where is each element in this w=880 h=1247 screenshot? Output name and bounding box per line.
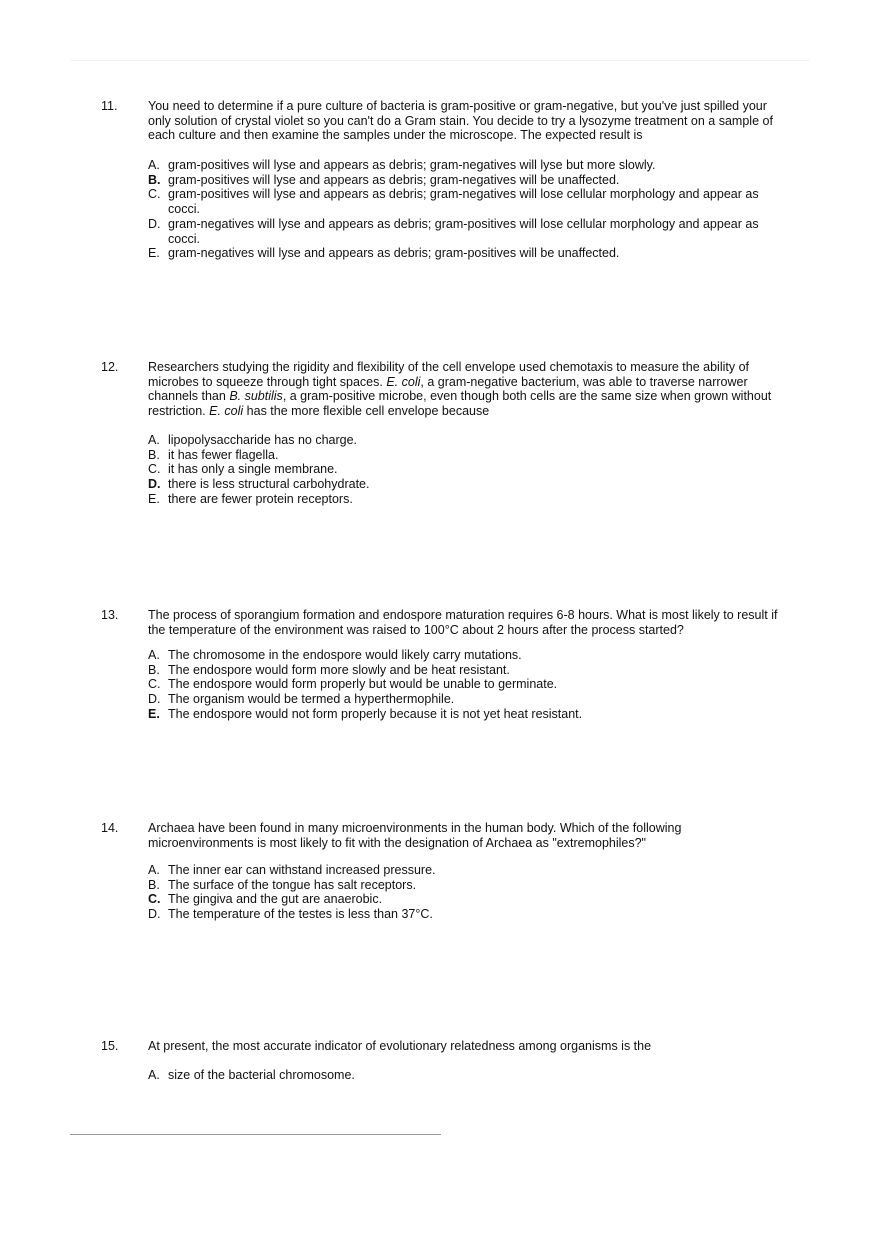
question-number: 11. <box>101 99 118 113</box>
option-text: gram-negatives will lyse and appears as debris; gram-positives will be unaffected. <box>168 246 620 261</box>
option-letter: A. <box>148 158 160 172</box>
option-text: there are fewer protein receptors. <box>168 491 353 506</box>
option-a <box>148 158 788 173</box>
option-letter: D. <box>148 216 161 231</box>
option-text: size of the bacterial chromosome. <box>168 1068 355 1082</box>
header-rule <box>70 60 810 61</box>
stem-text: Researchers studying the rigidity and flexibility of the cell envelope used chemotaxis to measure the ability of microbes to squeeze through tight spaces. <box>148 360 750 389</box>
option-text: The inner ear can withstand increased pressure. <box>168 863 436 877</box>
stem-text: , a gram-positive microbe, even though both cells are the same size when grown without restriction. <box>148 389 772 419</box>
option-letter: C. <box>148 892 161 907</box>
option-text: The temperature of the testes is less than 37°C. <box>168 907 433 922</box>
answer-options <box>148 648 788 722</box>
option-text: lipopolysaccharide has no charge. <box>168 433 358 447</box>
option-e <box>148 707 788 722</box>
option-c <box>148 892 788 907</box>
answer-options <box>148 863 788 922</box>
question-number: 13. <box>101 608 119 622</box>
answer-options <box>148 1068 788 1083</box>
option-letter: B. <box>148 877 160 892</box>
option-letter: C. <box>148 462 161 477</box>
option-letter: B. <box>148 662 160 677</box>
option-text: there is less structural carbohydrate. <box>168 477 370 492</box>
option-a <box>148 433 788 448</box>
option-letter: B. <box>148 447 160 462</box>
option-d <box>148 907 788 922</box>
option-letter: D. <box>148 907 161 922</box>
option-letter: A. <box>148 863 160 877</box>
option-a <box>148 648 788 663</box>
option-letter: E. <box>148 246 160 261</box>
option-letter: D. <box>148 477 161 492</box>
question-number: 12. <box>101 360 119 374</box>
option-text: The endospore would form properly but would be unable to germinate. <box>168 677 558 692</box>
option-text: The organism would be termed a hyperthermophile. <box>168 692 455 707</box>
option-text: gram-positives will lyse and appears as debris; gram-negatives will be unaffected. <box>168 172 620 187</box>
option-d <box>148 477 788 492</box>
question-number: 15. <box>101 1039 119 1053</box>
option-letter: D. <box>148 692 161 707</box>
stem-text: , a gram-negative bacterium, was able to traverse narrower channels than <box>148 374 748 404</box>
organism-name: E. coli <box>209 404 244 419</box>
option-letter: E. <box>148 491 160 506</box>
answer-options <box>148 433 788 507</box>
question-stem: You need to determine if a pure culture of bacteria is gram-positive or gram-negative, but you've just spilled your only solution of crystal violet so you can't do a Gram stain. You decide to try a lysozyme treatment on a sample of each culture and then examine the samples under the microscope. The expected result is <box>148 99 773 143</box>
option-letter: A. <box>148 433 160 447</box>
option-c <box>148 677 788 692</box>
option-letter: A. <box>148 648 160 662</box>
option-letter: C. <box>148 677 161 692</box>
option-b <box>148 878 788 893</box>
option-text: The gingiva and the gut are anaerobic. <box>168 892 383 907</box>
organism-name: E. coli <box>386 374 421 389</box>
option-b <box>148 663 788 678</box>
option-b <box>148 173 788 188</box>
question-stem: Archaea have been found in many microenvironments in the human body. Which of the following microenvironments is most likely to fit with the designation of Archaea as "extremophiles?" <box>148 821 682 850</box>
footer-rule <box>70 1134 441 1135</box>
question-number: 14. <box>101 821 119 835</box>
stem-text: has the more flexible cell envelope because <box>243 404 490 419</box>
option-letter: B. <box>148 172 161 187</box>
option-d <box>148 692 788 707</box>
question-stem: At present, the most accurate indicator of evolutionary relatedness among organisms is the <box>148 1039 652 1053</box>
organism-name: B. subtilis <box>229 389 283 404</box>
option-a <box>148 863 788 878</box>
option-text: it has fewer flagella. <box>168 447 279 462</box>
option-text: gram-positives will lyse and appears as debris; gram-negatives will lose cellular morphology and appear as cocci. <box>168 187 759 217</box>
option-text: gram-negatives will lyse and appears as debris; gram-positives will lose cellular morphology and appear as cocci. <box>168 216 759 246</box>
option-a <box>148 1068 788 1083</box>
option-text: The chromosome in the endospore would likely carry mutations. <box>168 648 522 662</box>
option-text: it has only a single membrane. <box>168 462 338 477</box>
option-e <box>148 492 788 507</box>
option-text: The surface of the tongue has salt receptors. <box>168 877 417 892</box>
answer-options <box>148 158 788 261</box>
question-stem: The process of sporangium formation and endospore maturation requires 6-8 hours. What is most likely to result if the temperature of the environment was raised to 100°C about 2 hours after the process started? <box>148 608 778 637</box>
option-letter: A. <box>148 1068 160 1082</box>
option-b <box>148 448 788 463</box>
option-e <box>148 246 788 261</box>
option-text: The endospore would form more slowly and be heat resistant. <box>168 662 510 677</box>
option-letter: E. <box>148 706 160 721</box>
option-c <box>148 462 788 477</box>
question-stem <box>148 360 778 419</box>
option-d <box>148 217 788 246</box>
option-text: gram-positives will lyse and appears as debris; gram-negatives will lyse but more slowly. <box>168 158 656 172</box>
option-text: The endospore would not form properly because it is not yet heat resistant. <box>168 706 583 721</box>
option-letter: C. <box>148 187 161 202</box>
option-c <box>148 187 788 216</box>
